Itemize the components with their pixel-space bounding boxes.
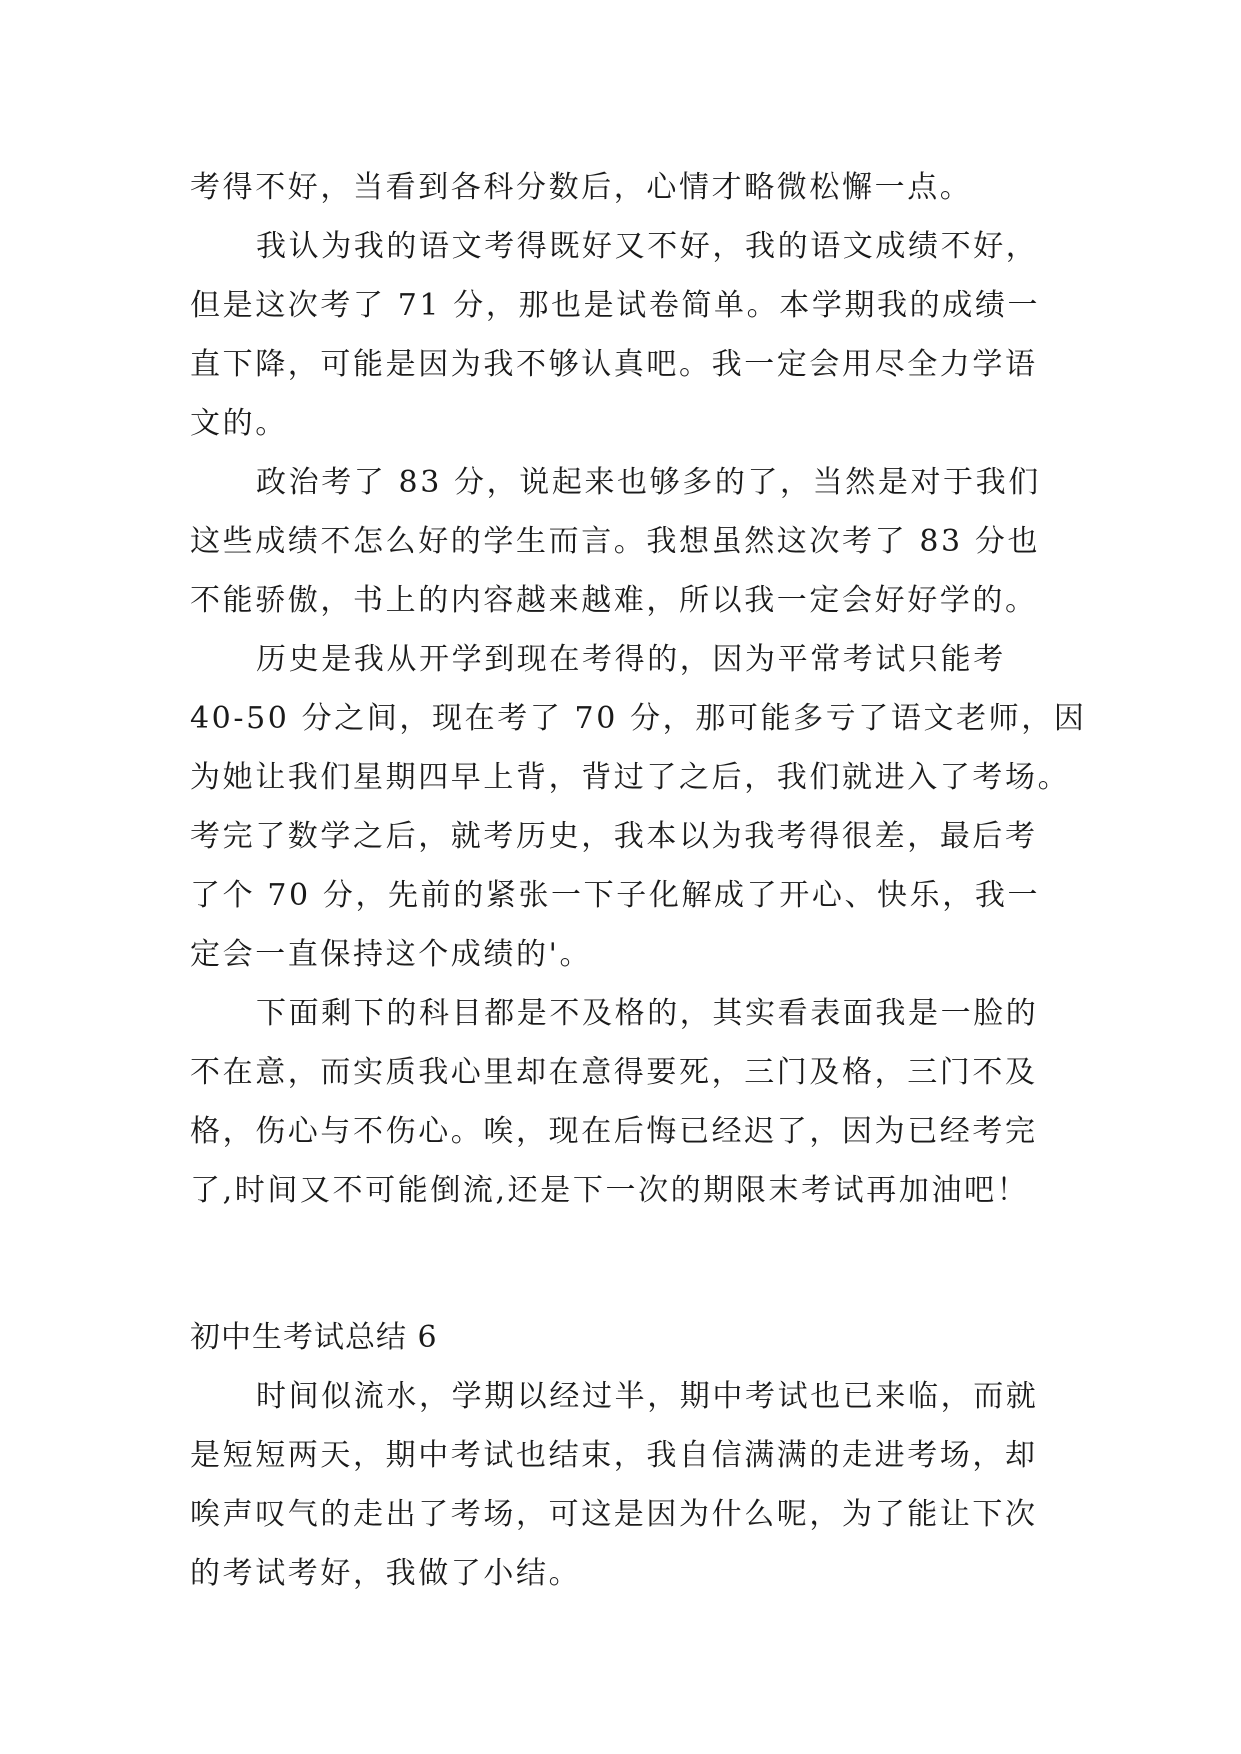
text-line: 政治考了 83 分，说起来也够多的了，当然是对于我们 [256,465,1041,500]
text-line: 了个 70 分，先前的紧张一下子化解成了开心、快乐，我一 [190,878,1041,913]
text-line: 不能骄傲，书上的内容越来越难，所以我一定会好好学的。 [190,583,1038,618]
paragraph-midterm-summary [190,1367,1070,1603]
text-line: 定会一直保持这个成绩的'。 [190,937,593,972]
section-heading: 初中生考试总结 6 [190,1320,438,1355]
text-line: 考得不好，当看到各科分数后，心情才略微松懈一点。 [190,170,973,205]
text-line: 的考试考好，我做了小结。 [190,1556,582,1591]
text-line: 了,时间又不可能倒流,还是下一次的期限末考试再加油吧！ [190,1173,1030,1208]
text-line: 是短短两天，期中考试也结束，我自信满满的走进考场，却 [190,1438,1038,1473]
paragraph-politics-score [190,453,1070,630]
paragraph-remaining-subjects [190,984,1070,1220]
text-line: 历史是我从开学到现在考得的，因为平常考试只能考 [256,642,1006,677]
paragraph-history-score [190,630,1087,984]
document-body [190,158,1087,1603]
text-line: 但是这次考了 71 分，那也是试卷简单。本学期我的成绩一 [190,288,1041,323]
text-line: 格，伤心与不伤心。唉，现在后悔已经迟了，因为已经考完 [190,1114,1038,1149]
section-spacer [190,1220,1070,1308]
text-line: 这些成绩不怎么好的学生而言。我想虽然这次考了 83 分也 [190,524,1041,559]
paragraph-continuation [190,158,1070,217]
text-line: 40-50 分之间，现在考了 70 分，那可能多亏了语文老师，因 [190,701,1087,736]
text-line: 时间似流水，学期以经过半，期中考试也已来临，而就 [256,1379,1039,1414]
text-line: 下面剩下的科目都是不及格的，其实看表面我是一脸的 [256,996,1039,1031]
paragraph-chinese-score [190,217,1070,453]
text-line: 不在意，而实质我心里却在意得要死，三门及格，三门不及 [190,1055,1038,1090]
text-line: 直下降，可能是因为我不够认真吧。我一定会用尽全力学语 [190,347,1038,382]
text-line: 文的。 [190,406,288,441]
text-line: 我认为我的语文考得既好又不好，我的语文成绩不好， [256,229,1039,264]
text-line: 考完了数学之后，就考历史，我本以为我考得很差，最后考 [190,819,1038,854]
text-line: 为她让我们星期四早上背，背过了之后，我们就进入了考场。 [190,760,1071,795]
text-line: 唉声叹气的走出了考场，可这是因为什么呢，为了能让下次 [190,1497,1038,1532]
